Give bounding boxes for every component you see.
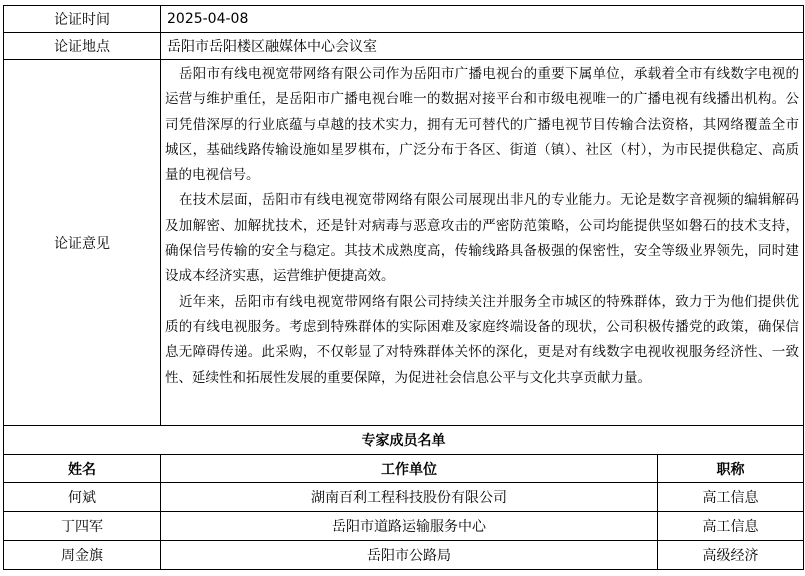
header-name: 姓名 [4, 455, 161, 483]
header-unit: 工作单位 [161, 455, 658, 483]
review-info-table [3, 5, 804, 570]
opinion-text [161, 60, 804, 426]
expert-title: 高工信息 [658, 512, 804, 541]
date-row [4, 6, 804, 33]
date-value: 2025-04-08 [161, 6, 804, 33]
expert-name: 丁四军 [4, 512, 161, 541]
expert-title: 高工信息 [658, 483, 804, 512]
expert-title: 高级经济 [658, 541, 804, 570]
table-row [4, 541, 804, 570]
experts-header-row [4, 455, 804, 483]
opinion-paragraph: 近年来，岳阳市有线电视宽带网络有限公司持续关注并服务全市城区的特殊群体，致力于为他们提供优质的有线电视服务。考虑到特殊群体的实际困难及家庭终端设备的现状，公司积极传播党的政策，确保信息无障碍传递。此采购，不仅彰显了对特殊群体关怀的深化，更是对有线数字电视收视服务经济性、一致性、延续性和拓展性发展的重要保障，为促进社会信息公平与文化共享贡献力量。 [165, 293, 799, 386]
header-title: 职称 [658, 455, 804, 483]
experts-title: 专家成员名单 [4, 426, 804, 455]
expert-unit: 岳阳市公路局 [161, 541, 658, 570]
opinion-paragraph: 岳阳市有线电视宽带网络有限公司作为岳阳市广播电视台的重要下属单位，承载着全市有线数字电视的运营与维护重任，是岳阳市广播电视台唯一的数据对接平台和市级电视唯一的广播电视有线播出机构。公司凭借深厚的行业底蕴与卓越的技术实力，拥有无可替代的广播电视节目传输合法资格，其网络覆盖全市城区，基础线路传输设施如星罗棋布，广泛分布于各区、街道（镇）、社区（村），为市民提供稳定、高质量的电视信号。 [165, 66, 799, 184]
expert-unit: 湖南百利工程科技股份有限公司 [161, 483, 658, 512]
table-row [4, 512, 804, 541]
opinion-row [4, 60, 804, 426]
expert-review-document [3, 5, 803, 570]
expert-name: 周金旗 [4, 541, 161, 570]
place-label: 论证地点 [4, 33, 161, 60]
place-row [4, 33, 804, 60]
expert-name: 何斌 [4, 483, 161, 512]
place-value: 岳阳市岳阳楼区融媒体中心会议室 [161, 33, 804, 60]
date-label: 论证时间 [4, 6, 161, 33]
opinion-label: 论证意见 [4, 60, 161, 426]
opinion-paragraph: 在技术层面，岳阳市有线电视宽带网络有限公司展现出非凡的专业能力。无论是数字音视频的编辑解码及加解密、加解扰技术，还是针对病毒与恶意攻击的严密防范策略，公司均能提供坚如磐石的技术支持，确保信号传输的安全与稳定。其技术成熟度高，传输线路具备极强的保密性，安全等级业界领先，同时建设成本经济实惠，运营维护便捷高效。 [165, 192, 799, 285]
expert-unit: 岳阳市道路运输服务中心 [161, 512, 658, 541]
experts-title-row [4, 426, 804, 455]
table-row [4, 483, 804, 512]
